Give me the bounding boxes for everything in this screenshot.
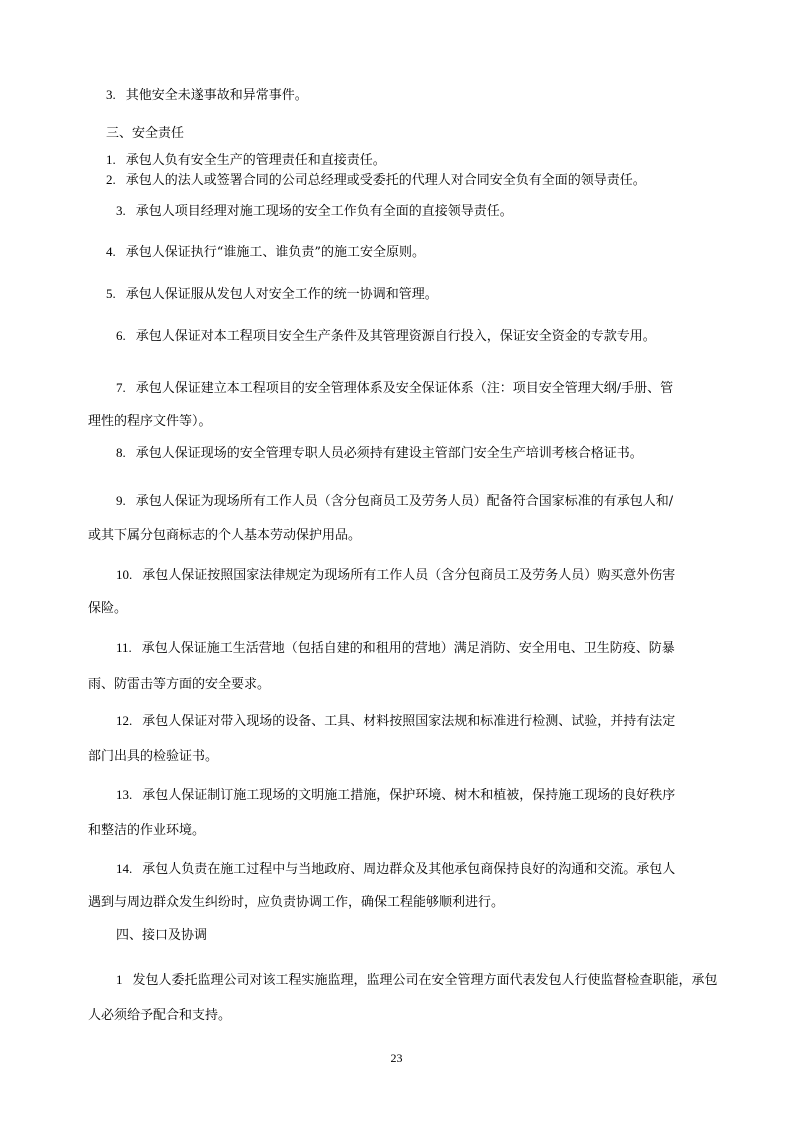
- page-number: 23: [390, 1051, 403, 1065]
- list-text: 承包人负有安全生产的管理责任和直接责任。: [125, 153, 386, 168]
- list-item-continuation: 保险。: [88, 601, 128, 616]
- list-number: 4.: [106, 244, 116, 259]
- list-item: [116, 445, 643, 462]
- list-number: 10.: [116, 567, 133, 582]
- list-text: 承包人保证为现场所有工作人员（含分包商员工及劳务人员）配备符合国家标准的有承包人和/: [135, 494, 674, 509]
- list-text: 承包人保证制订施工现场的文明施工措施，保护环境、树木和植被，保持施工现场的良好秩序: [142, 788, 676, 803]
- list-item-continuation: 遇到与周边群众发生纠纷时，应负责协调工作，确保工程能够顺利进行。: [88, 895, 505, 910]
- section-heading: 四、接口及协调: [116, 928, 208, 943]
- list-item-continuation: 和整洁的作业环境。: [88, 823, 206, 838]
- list-number: 1: [116, 972, 123, 987]
- list-item: [116, 493, 673, 510]
- list-item-continuation: 雨、防雷击等方面的安全要求。: [88, 677, 271, 692]
- list-item: [116, 640, 675, 657]
- list-item: [116, 567, 675, 584]
- list-text: 承包人保证现场的安全管理专职人员必须持有建设主管部门安全生产培训考核合格证书。: [135, 446, 643, 461]
- list-number: 9.: [116, 493, 126, 508]
- list-text: 承包人项目经理对施工现场的安全工作负有全面的直接领导责任。: [135, 204, 513, 219]
- list-item: [116, 203, 513, 220]
- list-number: 3.: [106, 87, 116, 102]
- list-item: [116, 787, 675, 804]
- list-number: 14.: [116, 861, 133, 876]
- list-item: [106, 152, 386, 169]
- list-item-continuation: 理性的程序文件等）。: [88, 414, 212, 429]
- list-item: [116, 328, 656, 345]
- list-number: 11.: [116, 640, 132, 655]
- list-item: [116, 861, 675, 878]
- list-text: 其他安全未遂事故和异常事件。: [125, 88, 308, 103]
- list-number: 1.: [106, 152, 116, 167]
- list-item-continuation: 人必须给予配合和支持。: [88, 1008, 232, 1023]
- list-number: 8.: [116, 445, 126, 460]
- list-item: [106, 244, 425, 261]
- list-item-continuation: 或其下属分包商标志的个人基本劳动保护用品。: [88, 528, 362, 543]
- list-text: 承包人保证对带入现场的设备、工具、材料按照国家法规和标准进行检测、试验，并持有法定: [142, 714, 676, 729]
- list-number: 7.: [116, 380, 126, 395]
- list-text: 承包人保证执行“谁施工、谁负责”的施工安全原则。: [125, 245, 426, 260]
- list-text: 承包人负责在施工过程中与当地政府、周边群众及其他承包商保持良好的沟通和交流。承包人: [142, 862, 676, 877]
- list-text: 承包人的法人或签署合同的公司总经理或受委托的代理人对合同安全负有全面的领导责任。: [125, 173, 646, 188]
- list-item: [116, 972, 718, 989]
- list-item-continuation: 部门出具的检验证书。: [88, 749, 219, 764]
- list-number: 3.: [116, 203, 126, 218]
- list-text: 发包人委托监理公司对该工程实施监理，监理公司在安全管理方面代表发包人行使监督检查职能，承包: [132, 973, 718, 988]
- list-item: [116, 713, 675, 730]
- list-text: 承包人保证服从发包人对安全工作的统一协调和管理。: [125, 287, 438, 302]
- list-number: 2.: [106, 172, 116, 187]
- list-item: [106, 87, 308, 104]
- list-text: 承包人保证按照国家法律规定为现场所有工作人员（含分包商员工及劳务人员）购买意外伤害: [142, 568, 676, 583]
- list-item: [116, 380, 673, 397]
- list-number: 6.: [116, 328, 126, 343]
- list-item: [106, 286, 438, 303]
- list-item: [106, 172, 646, 189]
- list-number: 12.: [116, 713, 133, 728]
- list-text: 承包人保证对本工程项目安全生产条件及其管理资源自行投入，保证安全资金的专款专用。: [135, 329, 656, 344]
- section-heading: 三、安全责任: [106, 126, 185, 141]
- list-number: 5.: [106, 286, 116, 301]
- list-text: 承包人保证施工生活营地（包括自建的和租用的营地）满足消防、安全用电、卫生防疫、防暴: [141, 641, 675, 656]
- list-text: 承包人保证建立本工程项目的安全管理体系及安全保证体系（注：项目安全管理大纲/手册、管: [135, 381, 674, 396]
- list-number: 13.: [116, 787, 133, 802]
